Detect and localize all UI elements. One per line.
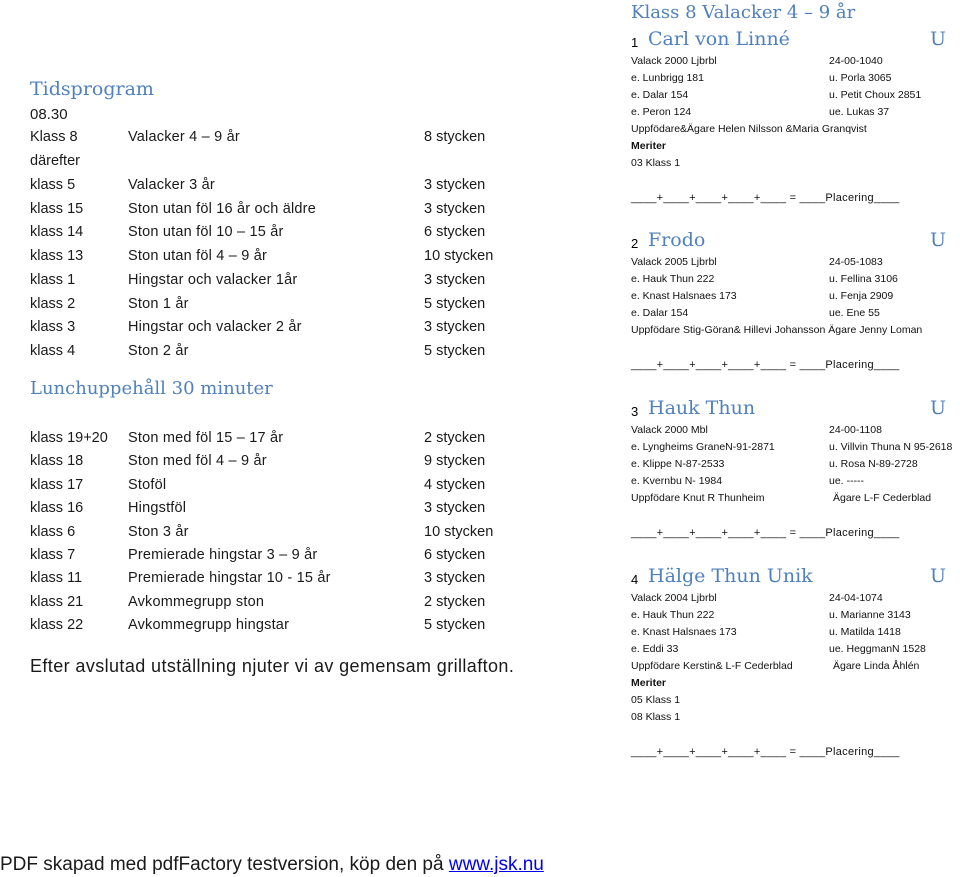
horse-info-right: 24-05-1083 [829, 256, 883, 268]
horse-flag: U [929, 397, 946, 419]
horse-info-right: 24-04-1074 [829, 592, 883, 604]
schedule-count: 3 stycken [424, 570, 486, 587]
schedule-title: Tidsprogram [30, 78, 154, 100]
schedule-desc: Stoföl [128, 476, 167, 493]
horse-info-left: e. Lunbrigg 181 [631, 72, 704, 84]
schedule-class: klass 7 [30, 547, 76, 563]
schedule-desc: Ston utan föl 4 – 9 år [128, 248, 268, 265]
horse-owner-secondary: Ägare Linda Åhlén [833, 660, 920, 672]
schedule-count: 8 stycken [424, 129, 486, 145]
horse-info-left: e. Knast Halsnaes 173 [631, 626, 737, 638]
horse-info-left: e. Dalar 154 [631, 307, 689, 319]
schedule-row [30, 430, 510, 450]
horse-header [631, 28, 946, 54]
horse-number: 4 [631, 572, 639, 587]
schedule-count: 3 stycken [424, 177, 486, 193]
schedule-desc: Hingstar och valacker 1år [128, 271, 298, 288]
horse-number: 3 [631, 404, 639, 419]
schedule-row [30, 296, 510, 316]
horse-info-left: e. Hauk Thun 222 [631, 273, 715, 285]
horse-header [631, 565, 946, 591]
horse-owner: Uppfödare Knut R Thunheim [631, 492, 765, 504]
schedule-desc: Ston 1 år [128, 295, 189, 312]
schedule-desc: Ston 2 år [128, 342, 189, 359]
horse-info-left: e. Hauk Thun 222 [631, 609, 715, 621]
schedule-row-first [30, 129, 510, 149]
horse-info-left: Valack 2005 Ljbrbl [631, 256, 717, 268]
footer-link[interactable]: www.jsk.nu [448, 854, 544, 875]
horse-number: 2 [631, 236, 639, 251]
horse-info-right: ue. HeggmanN 1528 [829, 643, 926, 655]
horse-info-left: Valack 2000 Ljbrbl [631, 55, 717, 67]
start-time: 08.30 [30, 106, 68, 123]
schedule-count: 2 stycken [424, 430, 486, 446]
horse-info-right: u. Petit Choux 2851 [829, 89, 922, 101]
schedule-row [30, 453, 510, 473]
horse-owner: Uppfödare&Ägare Helen Nilsson &Maria Granqvist [631, 123, 867, 135]
schedule-class: klass 15 [30, 200, 84, 217]
schedule-row [30, 594, 510, 614]
horse-info-right: u. Fenja 2909 [829, 290, 894, 302]
placering-line: ____+____+____+____+____ = ____Placering____ [631, 192, 900, 204]
schedule-desc: Hingstföl [128, 500, 187, 517]
schedule-row [30, 524, 510, 544]
schedule-desc: Ston utan föl 10 – 15 år [128, 224, 284, 241]
horse-info-right: u. Porla 3065 [829, 72, 892, 84]
schedule-class: klass 21 [30, 593, 84, 610]
schedule-class: klass 14 [30, 224, 84, 241]
horse-info-left: e. Eddi 33 [631, 643, 679, 655]
meriter-label: Meriter [631, 140, 667, 152]
meriter-entry: 08 Klass 1 [631, 711, 681, 723]
horse-name: Hälge Thun Unik [648, 565, 813, 587]
horse-info-left: Valack 2000 Mbl [631, 424, 708, 436]
schedule-row [30, 617, 510, 637]
schedule-desc: Ston med föl 15 – 17 år [128, 430, 284, 446]
horse-flag: U [929, 229, 946, 251]
schedule-row [30, 201, 510, 221]
schedule-count: 3 stycken [424, 500, 486, 517]
schedule-desc: Hingstar och valacker 2 år [128, 319, 302, 336]
schedule-desc: Valacker 4 – 9 år [128, 129, 240, 145]
horse-info-right: 24-00-1108 [829, 424, 882, 436]
schedule-class: klass 22 [30, 617, 84, 634]
horse-info-left: Valack 2004 Ljbrbl [631, 592, 717, 604]
schedule-count: 4 stycken [424, 476, 486, 493]
schedule-row [30, 477, 510, 497]
meriter-entry: 05 Klass 1 [631, 694, 681, 706]
lunch-break-heading: Lunchuppehåll 30 minuter [30, 378, 273, 399]
schedule-count: 5 stycken [424, 617, 486, 634]
horse-info-right: u. Villvin Thuna N 95-2618 [829, 441, 953, 453]
meriter-label: Meriter [631, 677, 667, 689]
pdf-footer [0, 854, 544, 876]
horse-header [631, 229, 946, 255]
schedule-desc: Ston med föl 4 – 9 år [128, 453, 267, 470]
horse-info-right: ue. Lukas 37 [829, 106, 890, 118]
schedule-row [30, 319, 510, 339]
schedule-class: klass 13 [30, 248, 84, 265]
placering-line: ____+____+____+____+____ = ____Placering____ [631, 359, 900, 371]
schedule-row [30, 248, 510, 268]
schedule-desc: Avkommegrupp hingstar [128, 617, 290, 634]
meriter-entry: 03 Klass 1 [631, 157, 681, 169]
schedule-class: klass 16 [30, 500, 84, 517]
schedule-class: klass 17 [30, 476, 84, 493]
schedule-class: klass 4 [30, 342, 76, 359]
horse-info-right: u. Rosa N-89-2728 [829, 458, 918, 470]
class-sheet-title: Klass 8 Valacker 4 – 9 år [631, 2, 856, 23]
schedule-class: klass 1 [30, 271, 76, 288]
horse-name: Hauk Thun [648, 397, 756, 419]
schedule-class: klass 5 [30, 177, 76, 193]
schedule-row [30, 500, 510, 520]
horse-flag: U [929, 28, 946, 50]
schedule-count: 6 stycken [424, 224, 486, 241]
horse-header [631, 397, 946, 423]
schedule-class: klass 6 [30, 523, 76, 540]
schedule-desc: Avkommegrupp ston [128, 593, 265, 610]
schedule-count: 3 stycken [424, 200, 486, 217]
schedule-class: klass 19+20 [30, 430, 108, 446]
schedule-count: 3 stycken [424, 319, 486, 336]
schedule-desc: Ston 3 år [128, 523, 189, 540]
schedule-count: 2 stycken [424, 593, 486, 610]
schedule-class: klass 18 [30, 453, 84, 470]
schedule-row [30, 570, 510, 590]
schedule-count: 6 stycken [424, 547, 486, 563]
schedule-count: 10 stycken [424, 248, 494, 265]
horse-info-right: ue. ----- [829, 475, 864, 487]
schedule-count: 5 stycken [424, 295, 486, 312]
closing-note: Efter avslutad utställning njuter vi av gemensam grillafton. [30, 656, 515, 676]
horse-owner-secondary: Ägare L-F Cederblad [833, 492, 932, 504]
horse-info-right: u. Marianne 3143 [829, 609, 911, 621]
footer-text: PDF skapad med pdfFactory testversion, köp den på [0, 854, 449, 875]
horse-number: 1 [631, 35, 639, 50]
schedule-class: klass 3 [30, 319, 76, 336]
horse-info-right: 24-00-1040 [829, 55, 883, 67]
horse-owner: Uppfödare Stig-Göran& Hillevi Johansson Ägare Jenny Loman [631, 324, 923, 336]
horse-owner: Uppfödare Kerstin& L-F Cederblad [631, 660, 793, 672]
placering-line: ____+____+____+____+____ = ____Placering____ [631, 746, 900, 758]
schedule-row [30, 547, 510, 567]
horse-info-left: e. Dalar 154 [631, 89, 689, 101]
schedule-row [30, 177, 510, 197]
schedule-desc: Ston utan föl 16 år och äldre [128, 200, 316, 217]
schedule-desc: Valacker 3 år [128, 177, 215, 193]
horse-info-right: u. Matilda 1418 [829, 626, 901, 638]
schedule-row [30, 343, 510, 363]
schedule-count: 3 stycken [424, 271, 486, 288]
horse-info-left: e. Peron 124 [631, 106, 692, 118]
schedule-desc: Premierade hingstar 10 - 15 år [128, 570, 331, 587]
horse-name: Frodo [648, 229, 706, 251]
schedule-class: klass 11 [30, 570, 83, 587]
horse-info-left: e. Klippe N-87-2533 [631, 458, 725, 470]
horse-name: Carl von Linné [648, 28, 790, 50]
placering-line: ____+____+____+____+____ = ____Placering____ [631, 527, 900, 539]
schedule-class: klass 2 [30, 295, 76, 312]
horse-info-left: e. Kvernbu N- 1984 [631, 475, 723, 487]
horse-info-right: u. Fellina 3106 [829, 273, 898, 285]
schedule-count: 9 stycken [424, 453, 486, 470]
schedule-count: 10 stycken [424, 523, 494, 540]
therafter-label: därefter [30, 153, 80, 169]
horse-info-left: e. Lyngheims GraneN-91-2871 [631, 441, 775, 453]
schedule-row [30, 272, 510, 292]
schedule-row [30, 224, 510, 244]
horse-flag: U [929, 565, 946, 587]
schedule-count: 5 stycken [424, 342, 486, 359]
horse-info-left: e. Knast Halsnaes 173 [631, 290, 737, 302]
schedule-desc: Premierade hingstar 3 – 9 år [128, 547, 318, 563]
schedule-class: Klass 8 [30, 129, 78, 145]
horse-info-right: ue. Ene 55 [829, 307, 880, 319]
